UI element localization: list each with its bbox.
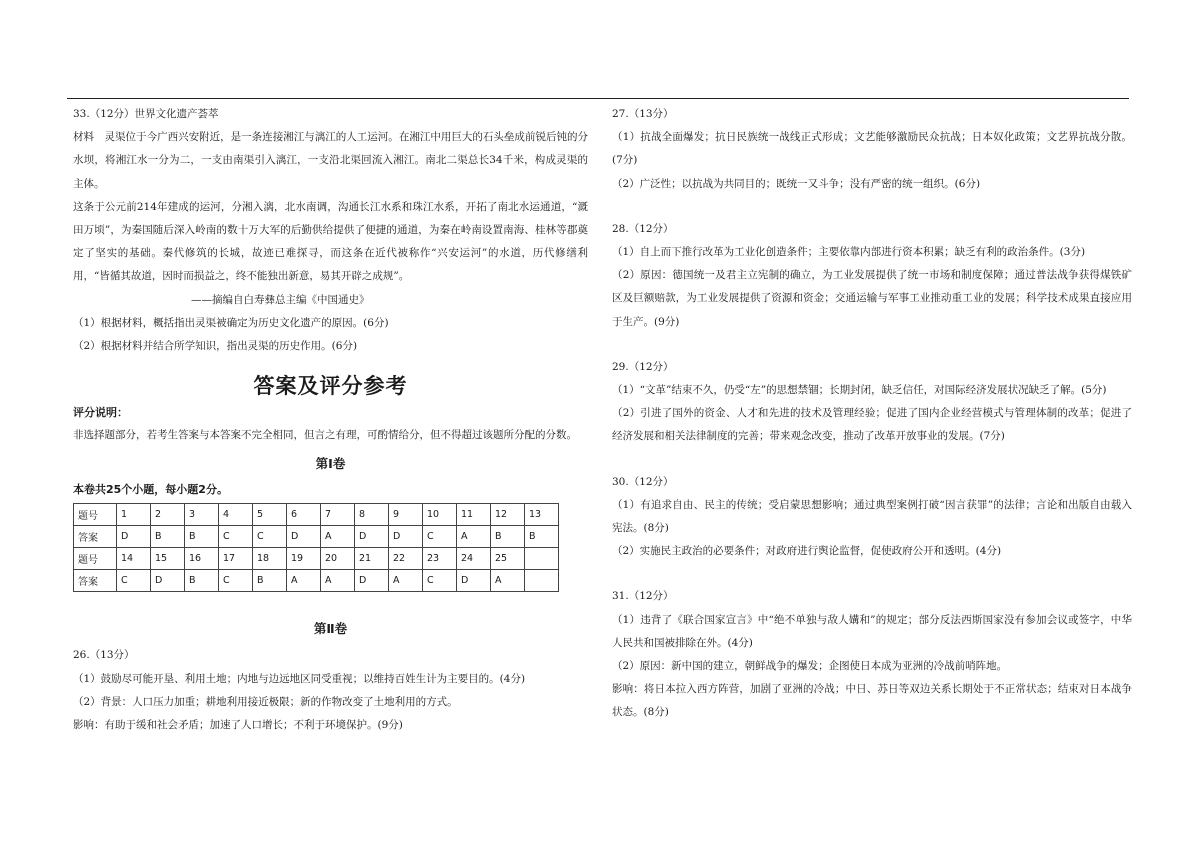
material-paragraph-1: 材料 灵渠位于今广西兴安附近，是一条连接湘江与漓江的人工运河。在湘江中用巨大的石头垒成前锐后钝的分水坝，将湘江水一分为二，一支由南渠引入漓江，一支沿北渠回流入湘江。南北二渠总长34千米，构成灵渠的主体。 [73,131,588,190]
q26-part-1: （1）鼓励尽可能开垦、利用土地；内地与边远地区同受重视；以维持百姓生计为主要目的。(4分) [73,672,526,685]
table-cell: 22 [389,548,423,570]
table-cell: 3 [185,504,219,526]
q26-part-2: （2）背景：人口压力加重；耕地利用接近极限；新的作物改变了土地利用的方式。 [73,695,458,708]
right-column [612,103,1132,725]
answer-title: 答案及评分参考 [253,374,408,399]
table-cell: 25 [491,548,525,570]
q31-part-2: （2）原因：新中国的建立，朝鲜战争的爆发；企图使日本成为亚洲的冷战前哨阵地。 [612,660,1008,673]
table-cell: 1 [117,504,151,526]
table-cell: 17 [219,548,253,570]
table-cell: D [287,526,321,548]
material-paragraph-2: 这条于公元前214年建成的运河，分湘入漓，北水南调，沟通长江水系和珠江水系，开拓了南北水运通道，“溉田万顷”，为秦国随后深入岭南的数十万大军的后勤供给提供了便捷的通道，为秦在岭南设置南海、桂林等郡奠定了坚实的基础。秦代修筑的长城，故迹已难探寻，而这条在近代被称作“兴安运河”的水道，历代修缮利用，“皆循其故道，因时而损益之，终不能独出新意，易其开辟之成规”。 [73,200,588,283]
table-cell: 6 [287,504,321,526]
table-cell: 11 [457,504,491,526]
table-cell: C [423,570,457,592]
table-cell: 10 [423,504,457,526]
q26-header: 26.（13分） [73,649,135,662]
table-cell: 12 [491,504,525,526]
q28-part-2: （2）原因：德国统一及君主立宪制的确立，为工业发展提供了统一市场和制度保障；通过普法战争获得煤铁矿区及巨额赔款，为工业发展提供了资源和资金；交通运输与军事工业推动重工业的发展；科学技术成果直接应用于生产。(9分) [612,269,1132,328]
volume-1-heading: 第Ⅰ卷 [315,456,346,472]
table-cell: B [253,570,287,592]
table-cell: D [355,570,389,592]
table-cell: C [423,526,457,548]
table-cell: B [525,526,559,548]
q31-part-1: （1）违背了《联合国家宣言》中“绝不单独与敌人媾和”的规定；部分反法西斯国家没有参加会议或签字，中华人民共和国被排除在外。(4分) [612,613,1132,649]
table-cell [525,548,559,570]
table-cell: 19 [287,548,321,570]
table-cell: 5 [253,504,287,526]
table-cell: 15 [151,548,185,570]
table-cell: 9 [389,504,423,526]
table-cell [525,570,559,592]
table-cell: 23 [423,548,457,570]
q28-part-1: （1）自上而下推行改革为工业化创造条件；主要依靠内部进行资本积累；缺乏有利的政治条件。(3分) [612,246,1086,259]
material-source: ——摘编自白寿彝总主编《中国通史》 [191,293,370,306]
table-cell: C [219,570,253,592]
table-cell: 14 [117,548,151,570]
table-cell: B [491,526,525,548]
table-cell: C [219,526,253,548]
table-cell: 20 [321,548,355,570]
table-cell: B [151,526,185,548]
table-cell: 2 [151,504,185,526]
q31-header: 31.（12分） [612,590,674,603]
table-cell: 答案 [74,570,117,592]
q30-header: 30.（12分） [612,475,674,488]
q33-header: 33.（12分）世界文化遗产荟萃 [73,108,219,120]
table-cell: 题号 [74,504,117,526]
table-cell: C [253,526,287,548]
table-cell: 题号 [74,548,117,570]
scoring-text: 非选择题部分，若考生答案与本答案不完全相同，但言之有理，可酌情给分，但不得超过该题所分配的分数。 [73,429,577,442]
table-cell: 21 [355,548,389,570]
table-cell: A [457,526,491,548]
table-row [74,526,559,548]
q33-part-1: （1）根据材料，概括指出灵渠被确定为历史文化遗产的原因。(6分) [73,316,389,329]
table-cell: 4 [219,504,253,526]
volume-2-heading: 第Ⅱ卷 [313,621,348,637]
table-cell: B [185,526,219,548]
q29-header: 29.（12分） [612,360,674,373]
table-cell: 8 [355,504,389,526]
q30-part-1: （1）有追求自由、民主的传统；受启蒙思想影响；通过典型案例打破“因言获罪”的法律；言论和出版自由载入宪法。(8分) [612,498,1132,535]
table-cell: A [287,570,321,592]
table-cell: A [389,570,423,592]
table-row [74,570,559,592]
volume-1-note: 本卷共25个小题，每小题2分。 [73,483,228,497]
table-cell: 18 [253,548,287,570]
table-cell: A [321,526,355,548]
table-cell: C [117,570,151,592]
q26-impact: 影响：有助于缓和社会矛盾；加速了人口增长；不利于环境保护。(9分) [73,719,403,732]
table-row [74,548,559,570]
table-cell: 16 [185,548,219,570]
table-cell: 13 [525,504,559,526]
table-cell: D [457,570,491,592]
table-cell: D [355,526,389,548]
q29-part-1: （1）“文革”结束不久，仍受“左”的思想禁锢；长期封闭，缺乏信任，对国际经济发展状况缺乏了解。(5分) [612,384,1107,397]
table-cell: 24 [457,548,491,570]
table-cell: D [151,570,185,592]
table-cell: A [321,570,355,592]
q33-part-2: （2）根据材料并结合所学知识，指出灵渠的历史作用。(6分) [73,340,358,353]
q28-header: 28.（12分） [612,222,674,235]
table-cell: B [185,570,219,592]
table-cell: D [389,526,423,548]
table-row [74,504,559,526]
table-cell: A [491,570,525,592]
left-column [73,103,588,737]
q31-impact: 影响：将日本拉入西方阵营，加剧了亚洲的冷战；中日、苏日等双边关系长期处于不正常状态；结束对日本战争状态。(8分) [612,683,1132,719]
header-rule [67,98,1129,99]
table-cell: 答案 [74,526,117,548]
table-cell: D [117,526,151,548]
answer-table [73,503,559,592]
table-cell: 7 [321,504,355,526]
scoring-label: 评分说明： [73,406,128,420]
q27-header: 27.（13分） [612,108,674,120]
q29-part-2: （2）引进了国外的资金、人才和先进的技术及管理经验；促进了国内企业经营模式与管理体制的改革；促进了经济发展和相关法律制度的完善；带来观念改变，推动了改革开放事业的发展。(7分) [612,407,1132,443]
q27-part-2: （2）广泛性；以抗战为共同目的；既统一又斗争；没有严密的统一组织。(6分) [612,177,981,190]
q30-part-2: （2）实施民主政治的必要条件；对政府进行舆论监督，促使政府公开和透明。(4分) [612,545,1002,558]
q27-part-1: （1）抗战全面爆发；抗日民族统一战线正式形成；文艺能够激励民众抗战；日本奴化政策；文艺界抗战分散。(7分) [612,131,1132,167]
